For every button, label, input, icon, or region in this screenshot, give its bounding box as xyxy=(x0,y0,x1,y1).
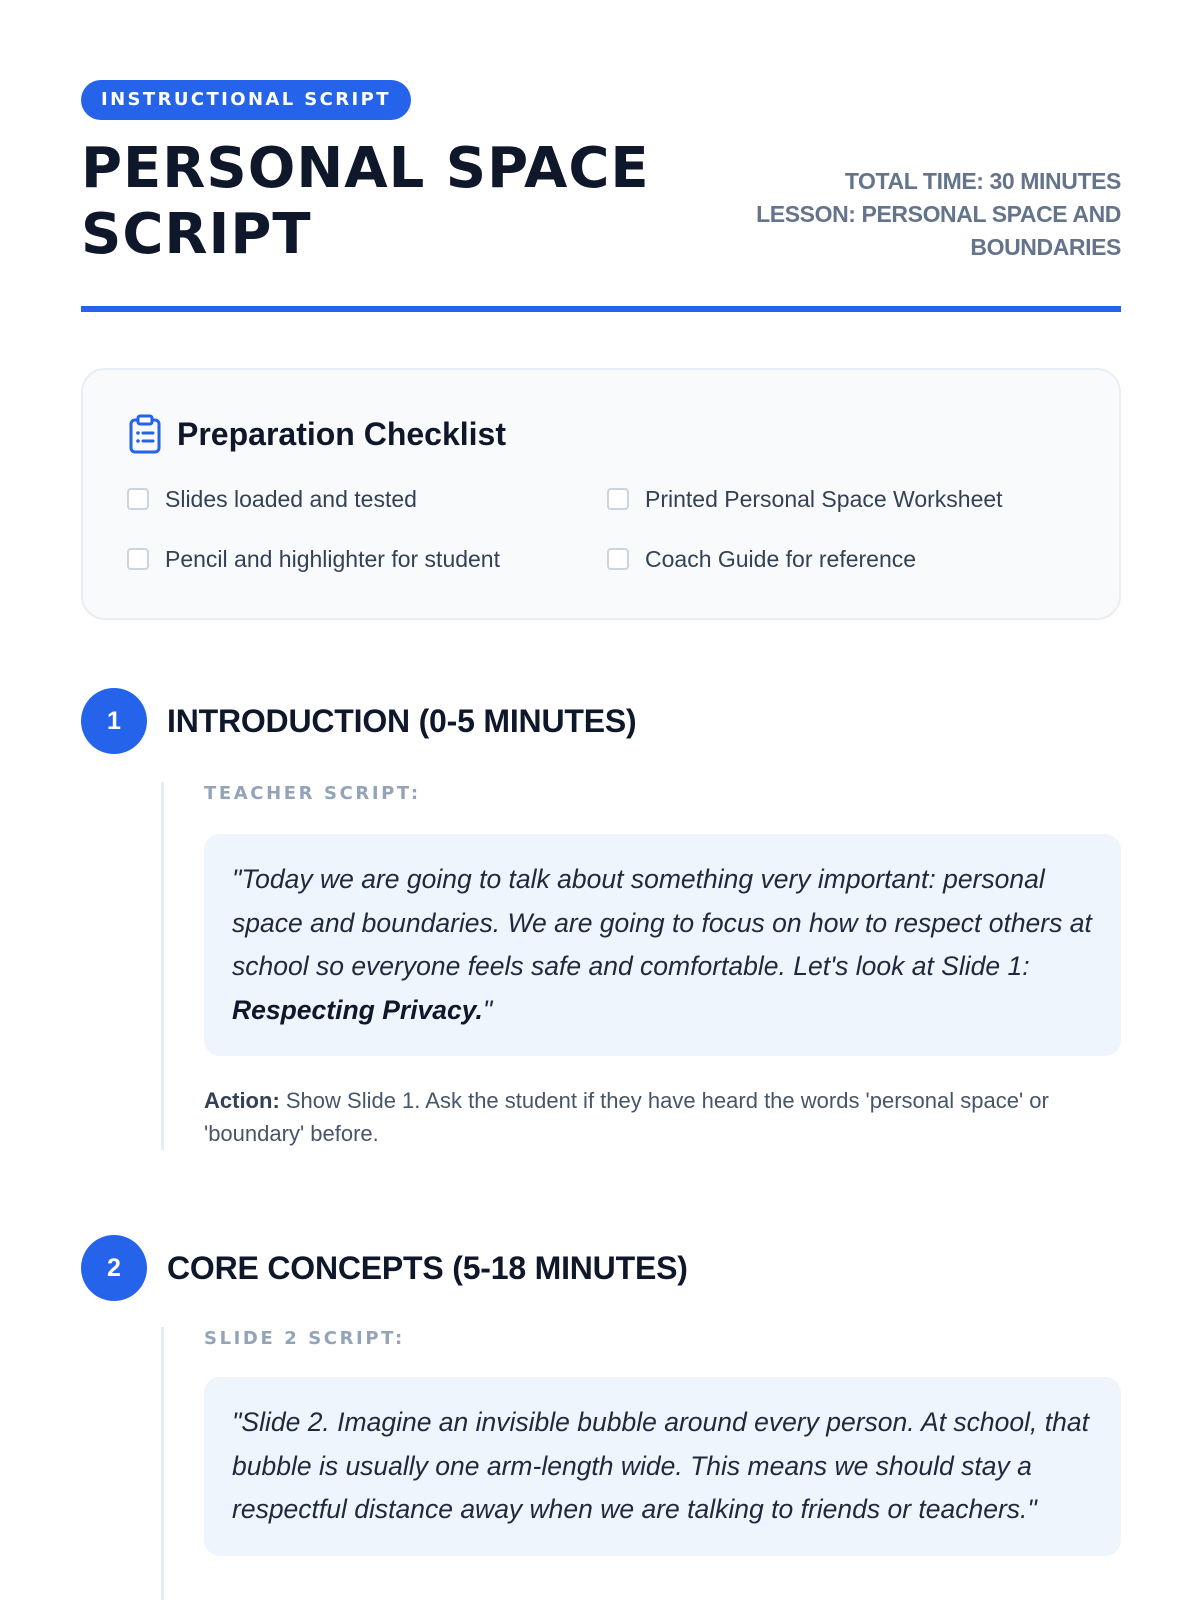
action-note xyxy=(204,1084,1084,1150)
checklist-item-label: Printed Personal Space Worksheet xyxy=(645,485,1003,512)
section-number: 1 xyxy=(81,688,147,754)
section-title: INTRODUCTION (0-5 MINUTES) xyxy=(167,703,637,739)
document-type-badge: INSTRUCTIONAL SCRIPT xyxy=(81,80,411,120)
total-time: TOTAL TIME: 30 MINUTES xyxy=(844,168,1121,194)
section-body xyxy=(161,1327,1121,1600)
section-title: CORE CONCEPTS (5-18 MINUTES) xyxy=(167,1250,688,1286)
checklist-item-label: Pencil and highlighter for student xyxy=(165,545,500,572)
checkbox[interactable] xyxy=(607,548,629,570)
clipboard-list-icon xyxy=(127,414,163,454)
checklist-item[interactable] xyxy=(127,484,417,514)
teacher-script-quote xyxy=(204,834,1121,1056)
script-label: TEACHER SCRIPT: xyxy=(204,783,421,804)
script-label: SLIDE 2 SCRIPT: xyxy=(204,1328,405,1349)
preparation-checklist-card xyxy=(81,368,1121,620)
checkbox[interactable] xyxy=(607,488,629,510)
slide-script-quote xyxy=(204,1377,1121,1556)
lesson-name: LESSON: PERSONAL SPACE AND BOUNDARIES xyxy=(756,201,1121,260)
section-body xyxy=(161,782,1121,1150)
script-page xyxy=(81,80,1121,1524)
script-closing-quote: " xyxy=(482,994,493,1025)
checklist-item-label: Coach Guide for reference xyxy=(645,545,917,572)
checkbox[interactable] xyxy=(127,488,149,510)
section-number: 2 xyxy=(81,1235,147,1301)
checklist-title: Preparation Checklist xyxy=(177,415,506,452)
checklist-item[interactable] xyxy=(607,544,916,574)
checklist-header xyxy=(127,414,506,454)
script-text: "Today we are going to talk about something very important: personal space and boundaries. We are going to focus on how to respect others at school so everyone feels safe and comfortable. Let's look at Slide 1: xyxy=(232,864,1092,981)
checklist-item[interactable] xyxy=(127,544,500,574)
checklist-item-label: Slides loaded and tested xyxy=(165,485,417,512)
script-text: "Slide 2. Imagine an invisible bubble around every person. At school, that bubble is usually one arm-length wide. This means we should stay a respectful distance away when we are talking to friends or teachers." xyxy=(232,1407,1089,1524)
checkbox[interactable] xyxy=(127,548,149,570)
action-label: Action: xyxy=(204,1088,280,1113)
page-header xyxy=(81,80,1121,312)
lesson-meta xyxy=(741,165,1121,264)
script-emphasis: Respecting Privacy. xyxy=(232,994,483,1025)
page-title: PERSONAL SPACE SCRIPT xyxy=(81,136,650,267)
action-text: Show Slide 1. Ask the student if they have heard the words 'personal space' or 'boundary' before. xyxy=(204,1088,1049,1146)
checklist-item[interactable] xyxy=(607,484,1003,514)
